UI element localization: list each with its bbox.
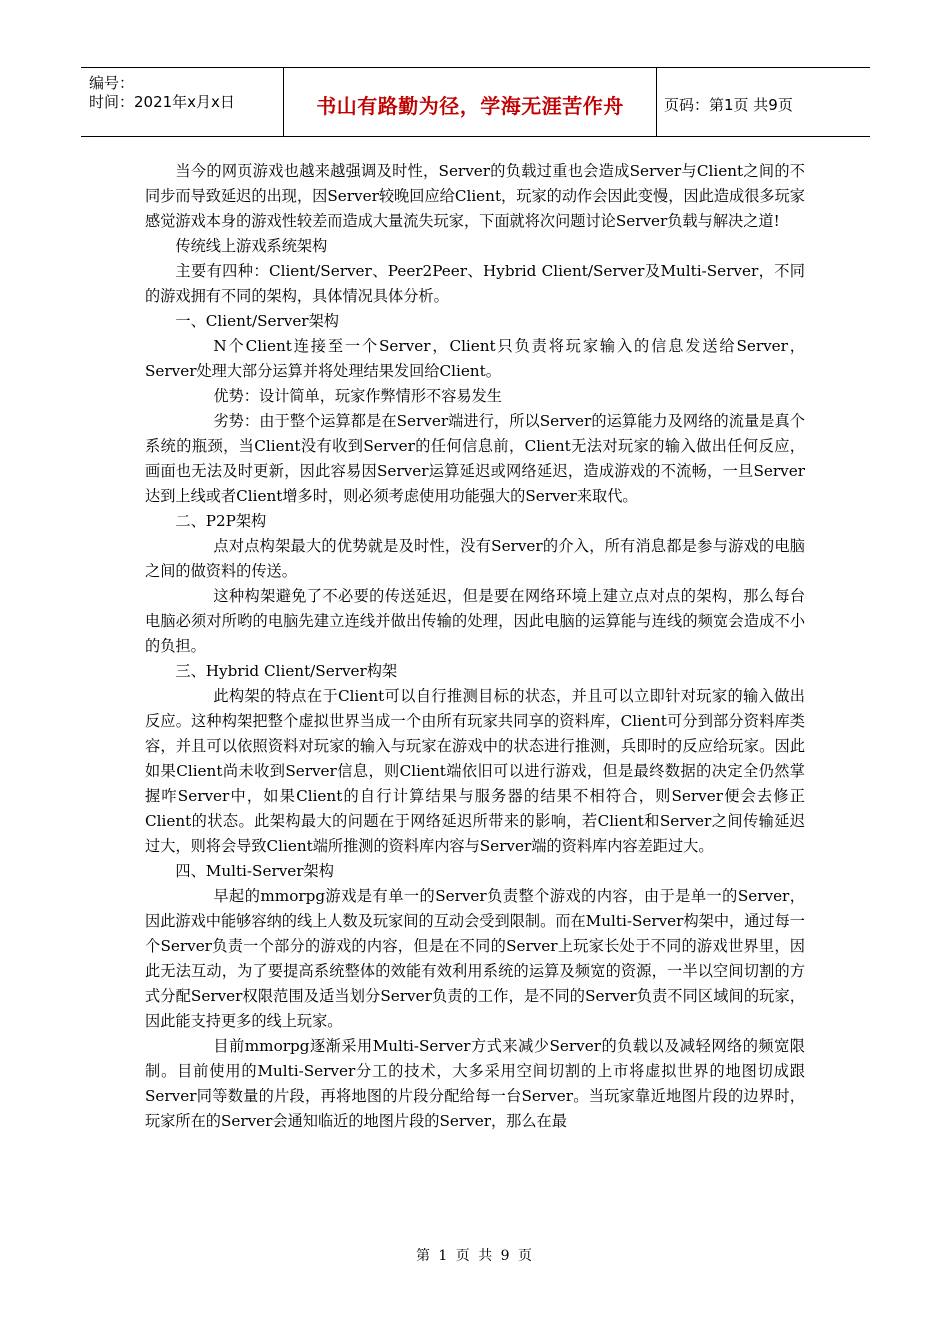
paragraph-multi-server-desc: 早起的mmorpg游戏是有单一的Server负责整个游戏的内容，由于是单一的Server，因此游戏中能够容纳的线上人数及玩家间的互动会受到限制。而在Multi-Server构架中，通过每一个Server负责一个部分的游戏的内容，但是在不同的Server上玩家长处于不同的游戏世界里，因此无法互动，为了要提高系统整体的效能有效利用系统的运算及频宽的资源，一半以空间切割的方式分配Server权限范围及适当划分Server负责的工作，是不同的Server负责不同区域间的玩家，因此能支持更多的线上玩家。	[145, 887, 805, 1030]
section-heading-architecture: 传统线上游戏系统架构	[175, 237, 328, 255]
section-heading-multi-server: 四、Multi-Server架构	[175, 862, 334, 880]
document-date-label: 时间：2021年x月x日	[89, 93, 235, 111]
paragraph-hybrid-desc: 此构架的特点在于Client可以自行推测目标的状态，并且可以立即针对玩家的输入做出反应。这种构架把整个虚拟世界当成一个由所有玩家共同享的资料库，Client可分到部分资料库类容，并且可以依照资料对玩家的输入与玩家在游戏中的状态进行推测，兵即时的反应给玩家。因此如果Client尚未收到Server信息，则Client端依旧可以进行游戏，但是最终数据的决定全仍然掌握咋Server中，如果Client的自行计算结果与服务器的结果不相符合，则Server便会去修正Client的状态。此架构最大的问题在于网络延迟所带来的影响，若Client和Server之间传输延迟过大，则将会导致Client端所推测的资料库内容与Server端的资料库内容差距过大。	[145, 687, 805, 855]
paragraph-four-types: 主要有四种：Client/Server、Peer2Peer、Hybrid Client/Server及Multi-Server，不同的游戏拥有不同的架构，具体情况具体分析。	[145, 262, 805, 305]
document-number-label: 编号：	[89, 74, 135, 92]
header-motto: 书山有路勤为径，学海无涯苦作舟	[316, 94, 624, 118]
paragraph-client-server-desc: N个Client连接至一个Server，Client只负责将玩家输入的信息发送给Server，Server处理大部分运算并将处理结果发回给Client。	[145, 337, 805, 380]
paragraph-advantage: 优势：设计简单，玩家作弊情形不容易发生	[213, 387, 502, 405]
paragraph-intro: 当今的网页游戏也越来越强调及时性，Server的负载过重也会造成Server与Client之间的不同步而导致延迟的出现，因Server较晚回应给Client，玩家的动作会因此变慢，因此造成很多玩家感觉游戏本身的游戏性较差而造成大量流失玩家，下面就将次问题讨论Server负载与解决之道!	[145, 162, 805, 230]
header-right-cell	[656, 68, 870, 136]
paragraph-p2p-detail: 这种构架避免了不必要的传送延迟，但是要在网络环境上建立点对点的架构，那么每台电脑必须对所哟的电脑先建立连线并做出传输的处理，因此电脑的运算能与连线的频宽会造成不小的负担。	[145, 587, 805, 655]
paragraph-multi-server-current: 目前mmorpg逐渐采用Multi-Server方式来减少Server的负载以及减轻网络的频宽限制。目前使用的Multi-Server分工的技术，大多采用空间切割的上市将虚拟世界的地图切成跟Server同等数量的片段，再将地图的片段分配给每一台Server。当玩家靠近地图片段的边界时，玩家所在的Server会通知临近的地图片段的Server，那么在最	[145, 1037, 805, 1130]
section-heading-client-server: 一、Client/Server架构	[175, 312, 339, 330]
header-left-cell	[81, 68, 283, 136]
paragraph-p2p-desc: 点对点构架最大的优势就是及时性，没有Server的介入，所有消息都是参与游戏的电脑之间的做资料的传送。	[145, 537, 805, 580]
document-body	[145, 159, 805, 1134]
section-heading-p2p: 二、P2P架构	[175, 512, 267, 530]
header-center-cell	[283, 68, 657, 136]
page-footer: 第 1 页 共 9 页	[415, 1248, 535, 1264]
page-header	[81, 67, 870, 137]
header-page-number: 页码：第1页 共9页	[664, 96, 793, 114]
paragraph-disadvantage: 劣势：由于整个运算都是在Server端进行，所以Server的运算能力及网络的流量是真个系统的瓶颈，当Client没有收到Server的任何信息前，Client无法对玩家的输入做出任何反应，画面也无法及时更新，因此容易因Server运算延迟或网络延迟，造成游戏的不流畅，一旦Server达到上线或者Client增多时，则必须考虑使用功能强大的Server来取代。	[145, 412, 805, 505]
section-heading-hybrid: 三、Hybrid Client/Server构架	[175, 662, 398, 680]
